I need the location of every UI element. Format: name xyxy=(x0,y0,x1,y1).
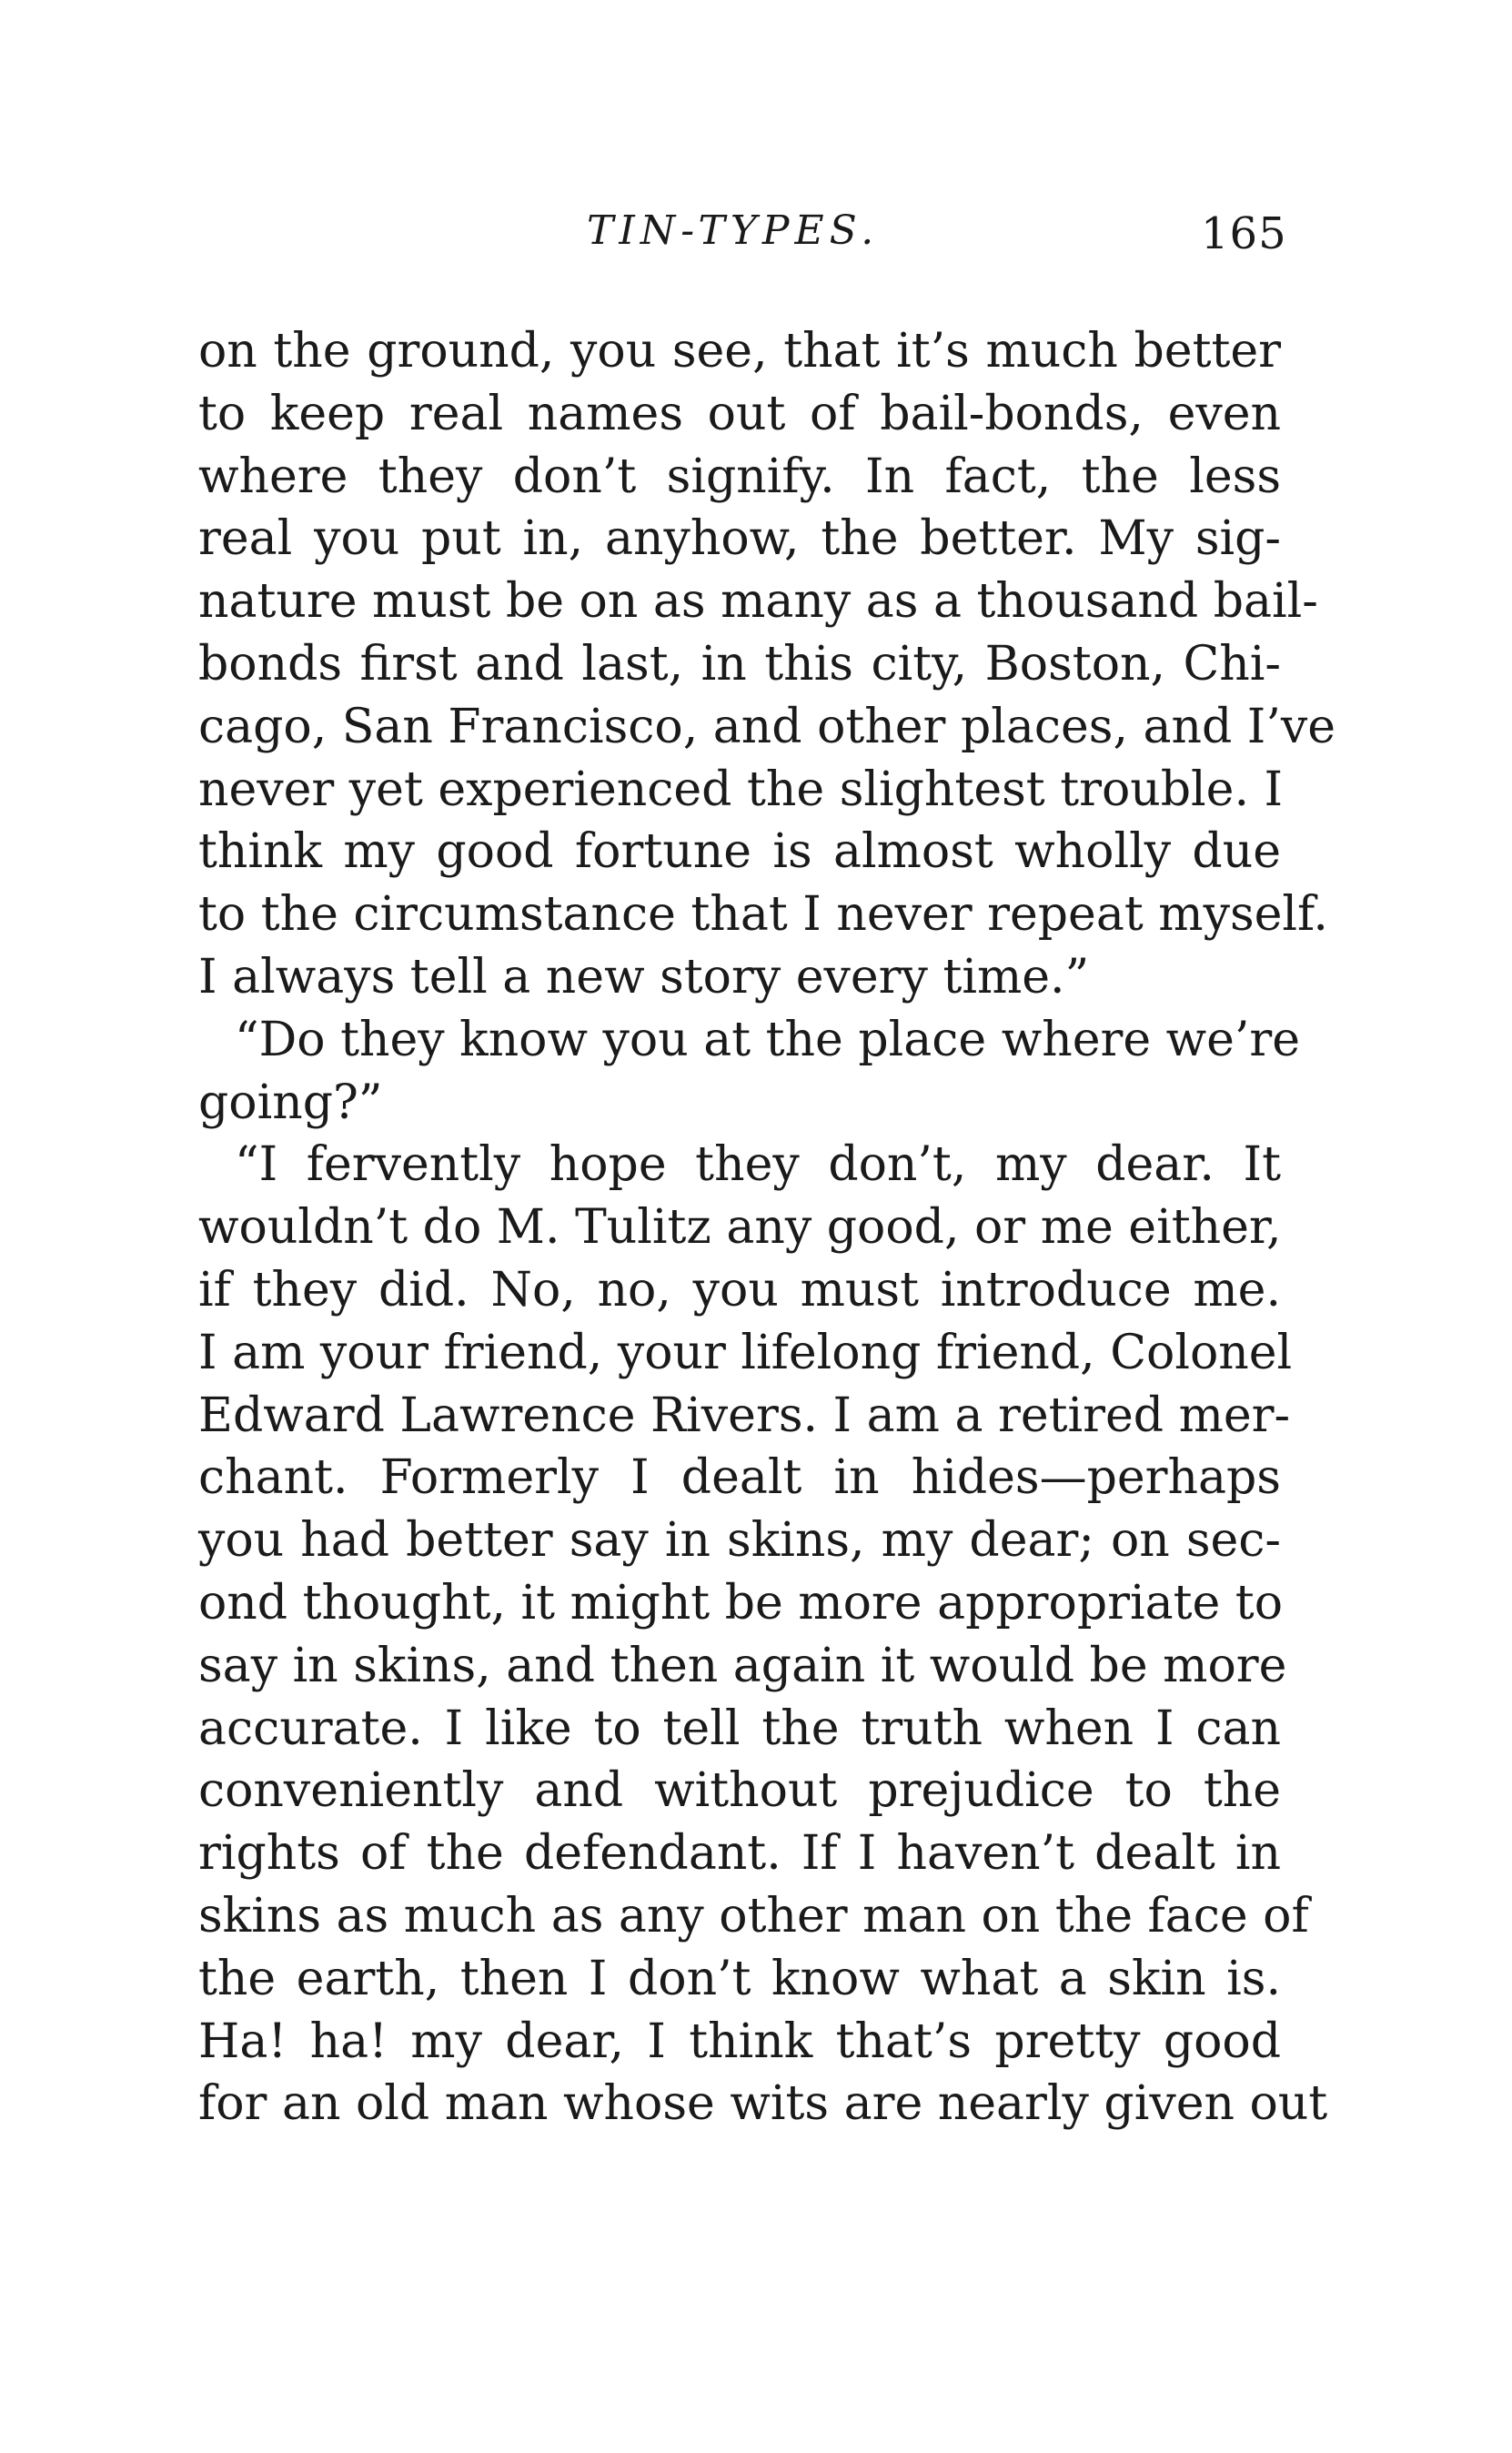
text-line: “I fervently hope they don’t, my dear. It xyxy=(235,1137,1281,1193)
running-head xyxy=(0,204,1512,258)
text-line: accurate. I like to tell the truth when I can xyxy=(198,1701,1281,1756)
text-line: never yet experienced the slightest trouble. I xyxy=(198,762,1284,817)
text-line: rights of the defendant. If I haven’t dealt in xyxy=(198,1826,1281,1882)
text-line: cago, San Francisco, and other places, and I’ve xyxy=(198,699,1336,754)
text-line: you had better say in skins, my dear; on sec- xyxy=(198,1513,1281,1569)
text-line: say in skins, and then again it would be more xyxy=(198,1638,1287,1693)
text-line: nature must be on as many as a thousand bail- xyxy=(198,574,1318,630)
text-line: going?” xyxy=(198,1075,383,1130)
text-line: Edward Lawrence Rivers. I am a retired mer- xyxy=(198,1388,1291,1443)
text-line: ond thought, it might be more appropriate to xyxy=(198,1575,1284,1630)
running-title: TIN-TYPES. xyxy=(587,207,880,254)
text-line: on the ground, you see, that it’s much better xyxy=(198,324,1281,379)
body-text xyxy=(198,320,1336,2135)
text-line: bonds first and last, in this city, Boston, Chi- xyxy=(198,636,1281,691)
text-line: if they did. No, no, you must introduce me. xyxy=(198,1262,1281,1317)
text-line: “Do they know you at the place where we’re xyxy=(235,1012,1301,1067)
page-number: 165 xyxy=(1201,208,1287,259)
text-line: I always tell a new story every time.” xyxy=(198,949,1090,1004)
text-line: to the circumstance that I never repeat myself. xyxy=(198,887,1328,943)
text-line: the earth, then I don’t know what a skin is. xyxy=(198,1951,1281,2006)
text-line: think my good fortune is almost wholly due xyxy=(198,824,1281,880)
text-line: where they don’t signify. In fact, the less xyxy=(198,449,1281,504)
text-line: for an old man whose wits are nearly given out xyxy=(198,2076,1328,2132)
text-line: I am your friend, your lifelong friend, Colonel xyxy=(198,1325,1293,1380)
text-line: wouldn’t do M. Tulitz any good, or me either, xyxy=(198,1200,1282,1256)
text-line: Ha! ha! my dear, I think that’s pretty good xyxy=(198,2014,1281,2069)
text-line: skins as much as any other man on the face of xyxy=(198,1888,1309,1943)
text-line: conveniently and without prejudice to the xyxy=(198,1763,1281,1819)
text-line: to keep real names out of bail-bonds, even xyxy=(198,386,1281,441)
text-line: real you put in, anyhow, the better. My sig- xyxy=(198,511,1281,567)
text-line: chant. Formerly I dealt in hides—perhaps xyxy=(198,1450,1281,1506)
